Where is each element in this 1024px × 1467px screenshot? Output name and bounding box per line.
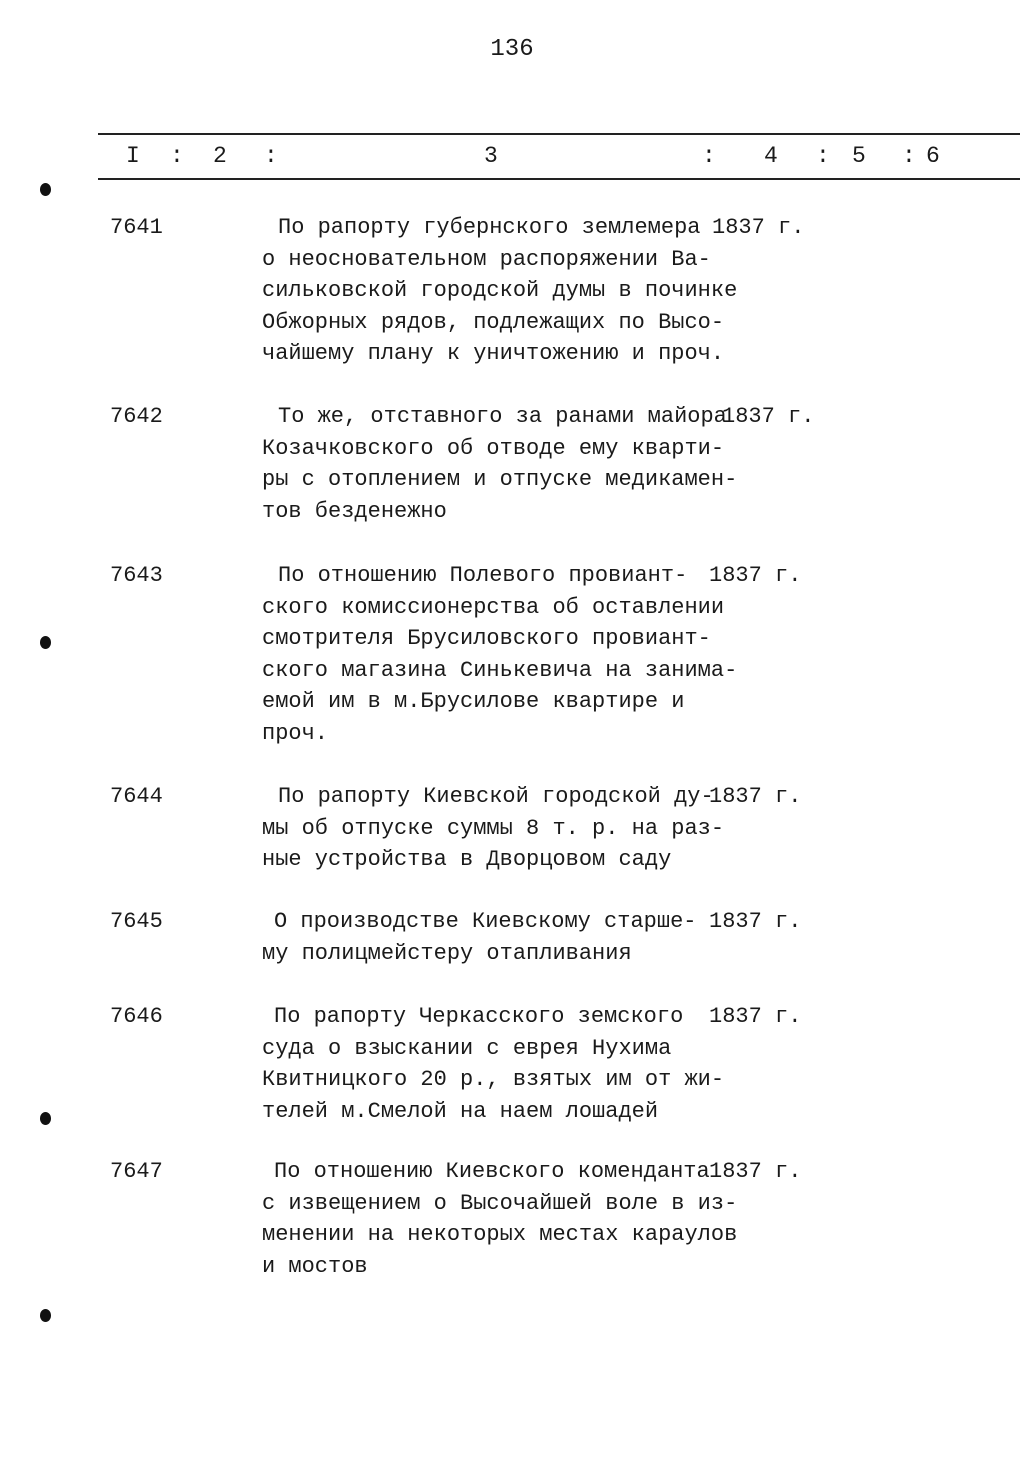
entry-line: Обжорных рядов, подлежащих по Высо- xyxy=(262,309,725,335)
entry-description xyxy=(262,401,738,527)
entry-line: ные устройства в Дворцовом саду xyxy=(262,847,672,872)
punch-hole xyxy=(40,1309,51,1322)
entry-year: 1837 г. xyxy=(709,563,802,588)
entry-line: чайшему плану к уничтожению и проч. xyxy=(262,341,725,366)
entry-number: 7645 xyxy=(110,909,163,934)
entry-description xyxy=(262,906,732,969)
entry-line: По рапорту Черкасского земского xyxy=(274,1004,684,1029)
entry-line: По рапорту Киевской городской ду- xyxy=(278,784,714,809)
entry-description xyxy=(262,1001,732,1127)
entry-description xyxy=(262,1156,738,1282)
entry-description xyxy=(262,560,738,749)
entry-line: По отношению Киевского коменданта xyxy=(274,1159,710,1184)
punch-hole xyxy=(40,1112,51,1125)
punch-hole xyxy=(40,183,51,196)
entry-number: 7641 xyxy=(110,215,163,240)
entry-year: 1837 г. xyxy=(709,1004,802,1029)
column-separator: : xyxy=(702,143,716,169)
entry-number: 7646 xyxy=(110,1004,163,1029)
column-header-6: 6 xyxy=(926,143,940,169)
entry-number: 7647 xyxy=(110,1159,163,1184)
column-header-row xyxy=(98,143,1020,173)
entry-line: емой им в м.Брусилове квартире и xyxy=(262,689,685,714)
entry-line: сильковской городской думы в починке xyxy=(262,278,738,303)
entry-line: суда о взыскании с еврея Нухима xyxy=(262,1035,672,1061)
entry-number: 7644 xyxy=(110,784,163,809)
entry-line: и мостов xyxy=(262,1253,368,1279)
table-top-rule xyxy=(98,133,1020,135)
column-separator: : xyxy=(170,143,184,169)
entry-description xyxy=(262,212,738,370)
page-number: 136 xyxy=(490,36,534,63)
entry-number: 7643 xyxy=(110,563,163,588)
entry-line: му полицмейстеру отапливания xyxy=(262,940,632,966)
column-separator: : xyxy=(816,143,830,169)
entry-number: 7642 xyxy=(110,404,163,429)
column-header-3: 3 xyxy=(484,143,498,169)
entry-line: проч. xyxy=(262,720,329,746)
column-separator: : xyxy=(902,143,916,169)
entry-line: Козачковского об отводе ему кварти- xyxy=(262,435,725,461)
entry-line: ры с отоплением и отпуске медикамен- xyxy=(262,467,738,492)
entry-line: По рапорту губернского землемера xyxy=(278,215,701,240)
column-header-5: 5 xyxy=(852,143,866,169)
entry-line: с извещением о Высочайшей воле в из- xyxy=(262,1190,738,1216)
entry-description xyxy=(262,781,732,876)
entry-line: ского комиссионерства об оставлении xyxy=(262,594,725,620)
entry-year: 1837 г. xyxy=(709,784,802,809)
entry-line: менении на некоторых местах караулов xyxy=(262,1222,738,1247)
column-header-4: 4 xyxy=(764,143,778,169)
table-header-bottom-rule xyxy=(98,178,1020,180)
entry-line: Квитницкого 20 р., взятых им от жи- xyxy=(262,1067,725,1092)
entry-line: смотрителя Брусиловского провиант- xyxy=(262,626,711,651)
entry-line: О производстве Киевскому старше- xyxy=(274,909,697,934)
entry-year: 1837 г. xyxy=(722,404,815,429)
punch-hole xyxy=(40,636,51,649)
column-header-2: 2 xyxy=(213,143,227,169)
entry-line: мы об отпуске суммы 8 т. р. на раз- xyxy=(262,815,725,841)
entry-line: тов безденежно xyxy=(262,498,447,524)
column-separator: : xyxy=(264,143,278,169)
column-header-1: I xyxy=(126,143,140,169)
entry-line: о неосновательном распоряжении Ва- xyxy=(262,246,711,272)
entry-year: 1837 г. xyxy=(712,215,805,240)
entry-year: 1837 г. xyxy=(709,1159,802,1184)
entry-line: То же, отставного за ранами майора xyxy=(278,404,727,429)
entry-line: телей м.Смелой на наем лошадей xyxy=(262,1098,659,1124)
entry-year: 1837 г. xyxy=(709,909,802,934)
entry-line: ского магазина Синькевича на занима- xyxy=(262,657,738,683)
entry-line: По отношению Полевого провиант- xyxy=(278,563,688,588)
